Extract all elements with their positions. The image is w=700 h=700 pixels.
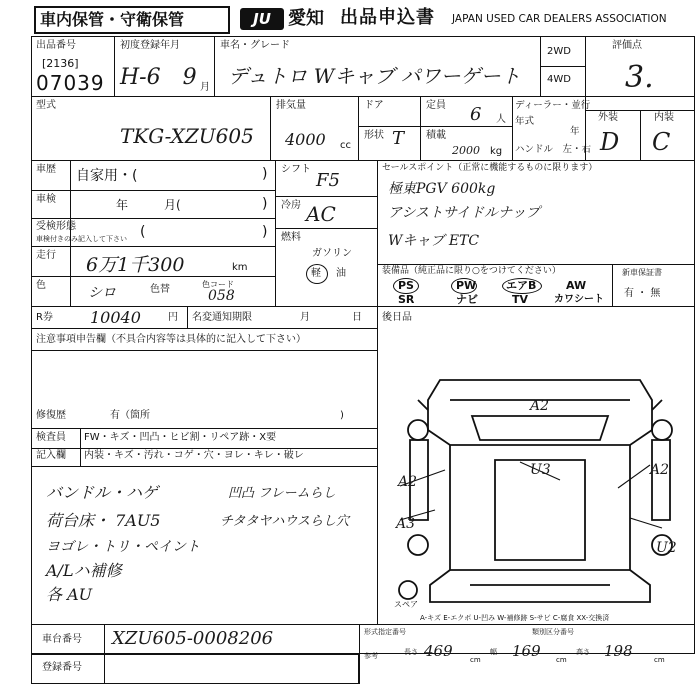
load-value: 2000: [452, 144, 480, 157]
notes-label: 注意事項申告欄（不具合内容等は具体的に記入して下さい）: [36, 334, 306, 345]
note-3: ヨゴレ・トリ・ペイント: [46, 539, 200, 555]
note-right-1: 凹凸 フレームらし: [228, 486, 336, 501]
pw-circle: [451, 278, 477, 294]
grade-label: 評価点: [612, 40, 642, 51]
history-label: 車歴: [36, 164, 56, 175]
diagram-label-u2: U2: [656, 540, 677, 556]
lot-small: [2136]: [42, 57, 79, 70]
history-close: ): [262, 166, 268, 182]
receipt-label: 受検形態: [36, 221, 76, 232]
interior-label: 内装: [654, 112, 674, 123]
model-value: TKG-XZU605: [120, 124, 254, 148]
model-label: 型式: [36, 100, 56, 111]
first-reg-label: 初度登録年月: [120, 40, 180, 51]
ac-value: AC: [306, 202, 336, 226]
displacement-label: 排気量: [276, 100, 306, 111]
grade-value: 3.: [625, 60, 654, 95]
color-label: 色: [36, 280, 46, 291]
shape-label: 形状: [364, 130, 384, 141]
fuel-light: 軽: [311, 268, 321, 279]
warranty-label: 新車保証書: [622, 268, 662, 277]
seats-value: 6: [470, 104, 482, 125]
diagram-label-a3: A3: [396, 516, 416, 532]
note-5: 各 AU: [46, 585, 93, 604]
sales-label: セールスポイント（正常に機能するものに限ります）: [382, 163, 598, 173]
displacement-unit: cc: [340, 140, 351, 151]
color-code-label: 色コード: [202, 280, 234, 289]
first-reg-month: 月: [200, 82, 210, 93]
class-no-label: 類別区分番号: [532, 628, 574, 636]
history-value: 自家用・(: [76, 168, 138, 184]
door-label: ドア: [364, 100, 384, 111]
fuel-gasoline: ガソリン: [312, 248, 352, 259]
equipment-pw: PW: [456, 279, 477, 292]
width-value: 169: [512, 642, 541, 660]
ref-label: 参考: [364, 652, 378, 660]
equipment-label: 装備品（純正品に限り○をつけてください）: [382, 266, 561, 276]
lot-number: 07039: [36, 71, 105, 95]
equipment-ps: PS: [398, 279, 414, 292]
inspector-row-2: 内装・キズ・汚れ・コゲ・穴・ヨレ・キレ・破レ: [84, 450, 304, 461]
shape-value: T: [392, 128, 405, 149]
ac-label: 冷房: [281, 200, 301, 211]
4wd-label: 4WD: [547, 74, 571, 85]
chassis-value: XZU605-0008206: [112, 628, 274, 649]
org-name: 愛知: [288, 8, 324, 29]
height-label: 高さ: [576, 648, 590, 656]
length-value: 469: [424, 642, 453, 660]
inspector-label-1: 検査員: [36, 432, 66, 443]
length-label: 長さ: [404, 648, 418, 656]
airbag-circle: [502, 278, 542, 294]
recycle-value: 10040: [90, 308, 141, 327]
deadline-label: 名変通知期限: [192, 312, 252, 323]
chassis-label: 車台番号: [42, 634, 82, 645]
repair-close: ): [340, 410, 344, 421]
diagram-label-u3: U3: [530, 462, 551, 478]
handle-label: ハンドル 左・右: [515, 144, 592, 155]
receipt-close: ): [262, 224, 268, 240]
seats-unit: 人: [496, 114, 506, 125]
repair-value: 有（箇所: [110, 410, 150, 421]
inspection-label: 車検: [36, 194, 56, 205]
recycle-unit: 円: [168, 312, 178, 323]
warranty-value: 有 ・ 無: [624, 288, 661, 299]
inspector-row-1: FW・キズ・凹凸・ヒビ割・リペア跡・X要: [84, 432, 277, 443]
first-reg-value: H-6 9: [120, 65, 197, 90]
sales-line-3: Wキャブ ETC: [388, 233, 480, 249]
note-2: 荷台床・ 7AU5: [46, 511, 161, 530]
receipt-sub: 車検付きのみ記入して下さい: [36, 235, 127, 243]
height-value: 198: [604, 642, 633, 660]
car-name-value: デュトロ Wキャブ パワーゲート: [228, 64, 521, 88]
fuel-label: 燃料: [281, 232, 301, 243]
load-unit: kg: [490, 146, 503, 157]
sales-line-2: アシストサイドルナップ: [388, 205, 540, 221]
deadline-month: 月: [300, 312, 310, 323]
inspection-value: 年 月(: [116, 198, 181, 212]
equipment-aw: AW: [566, 279, 587, 292]
recycle-label: R券: [36, 312, 53, 323]
sales-line-1: 極東PGV 600kg: [388, 181, 496, 197]
equipment-navi: ナビ: [456, 293, 478, 306]
color-code-value: 058: [208, 288, 235, 304]
shift-value: F5: [316, 170, 340, 191]
repair-label: 修復歴: [36, 410, 66, 421]
displacement-value: 4000: [285, 130, 326, 149]
color-value: シロ: [88, 285, 116, 301]
diagram-label-a2-top: A2: [530, 398, 550, 414]
logo-text: JU: [253, 10, 271, 28]
shift-label: シフト: [281, 164, 311, 175]
fuel-oil: 油: [336, 268, 346, 279]
seats-label: 定員: [426, 100, 446, 111]
equipment-sr: SR: [398, 293, 415, 306]
2wd-label: 2WD: [547, 46, 571, 57]
note-4: A/Lハ補修: [46, 561, 122, 580]
plate-label: 登録番号: [42, 662, 82, 673]
equipment-leather: カワシート: [554, 294, 604, 305]
year-label: 年式: [515, 116, 535, 127]
type-no-label: 形式指定番号: [364, 628, 406, 636]
car-name-label: 車名・グレード: [220, 40, 290, 51]
note-1: バンドル・ハゲ: [46, 483, 159, 502]
height-unit: cm: [654, 656, 665, 664]
form-title: 出品申込書: [340, 7, 435, 28]
equipment-tv: TV: [512, 293, 529, 306]
diagram-label-a2-right: A2: [650, 462, 670, 478]
equipment-airbag: エアB: [506, 279, 537, 292]
mileage-label: 走行: [36, 250, 56, 261]
diagram-label-a2-left: A2: [398, 474, 418, 490]
receipt-open: (: [140, 224, 146, 240]
storage-badge-text: 車内保管・守衛保管: [40, 10, 185, 29]
mileage-value: 6万1千300: [86, 254, 185, 276]
width-label: 幅: [490, 648, 497, 656]
inspector-label-2: 記入欄: [36, 450, 66, 461]
note-right-2: チタタヤハウスらし穴: [220, 514, 349, 529]
exterior-label: 外装: [598, 112, 618, 123]
year-unit: 年: [570, 126, 580, 137]
width-unit: cm: [556, 656, 567, 664]
association-name: JAPAN USED CAR DEALERS ASSOCIATION: [452, 13, 667, 25]
ps-circle: [393, 278, 419, 294]
length-unit: cm: [470, 656, 481, 664]
logo-mark: [240, 8, 284, 30]
color-change-label: 色替: [150, 284, 170, 295]
after-label: 後日品: [382, 312, 412, 323]
interior-value: C: [652, 128, 671, 156]
dealer-label: ディーラー・並行: [515, 100, 591, 111]
lot-label: 出品番号: [36, 40, 76, 51]
spare-label: スペア: [394, 600, 418, 609]
exterior-value: D: [600, 128, 620, 156]
inspection-close: ): [262, 196, 268, 212]
deadline-day: 日: [352, 312, 362, 323]
load-label: 積載: [426, 130, 446, 141]
mileage-unit: km: [232, 262, 248, 273]
diagram-legend: A-キズ E-エクボ U-凹み W-補修跡 S-サビ C-腐食 XX-交換済: [420, 614, 610, 622]
